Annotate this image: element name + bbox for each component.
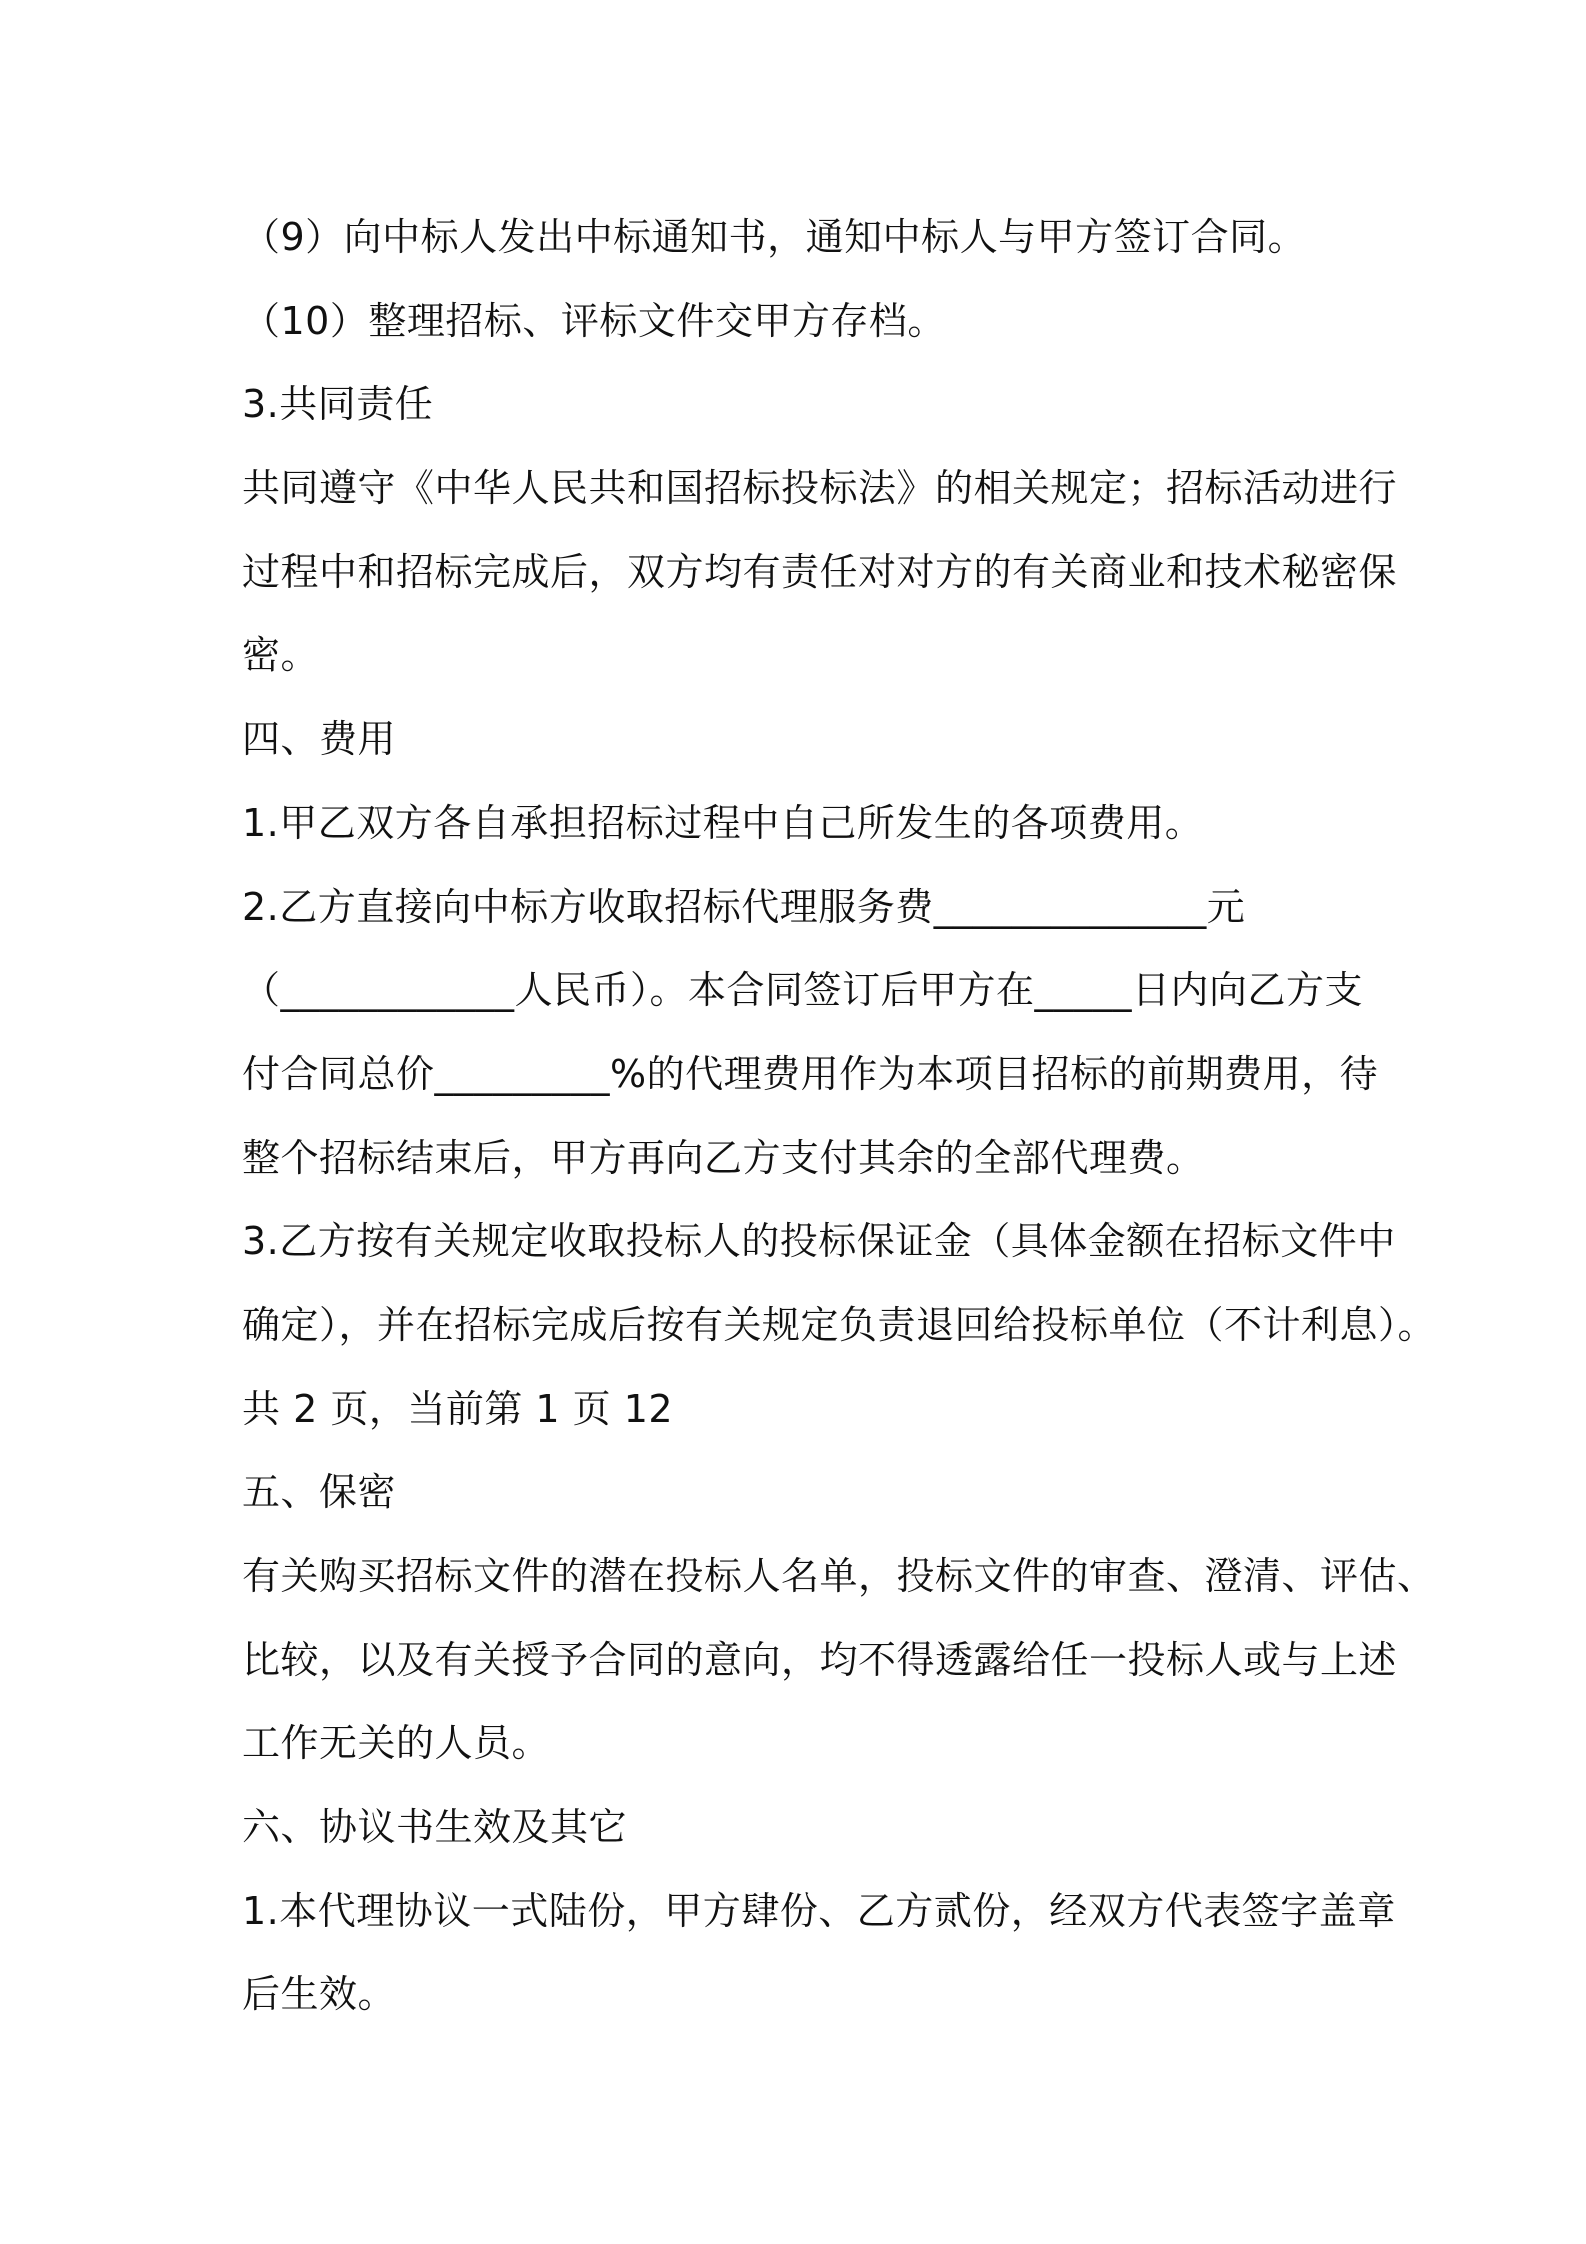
fees-clause-2-line: （____________人民币）。本合同签订后甲方在_____日内向乙方支 — [242, 968, 1364, 1013]
confidentiality-text-line: 比较，以及有关授予合同的意向，均不得透露给任一投标人或与上述 — [242, 1637, 1398, 1682]
fees-clause-1-line: 1.甲乙双方各自承担招标过程中自己所发生的各项费用。 — [242, 800, 1204, 845]
clause-10-line: （10）整理招标、评标文件交甲方存档。 — [242, 298, 946, 343]
fees-clause-2-line: 整个招标结束后，甲方再向乙方支付其余的全部代理费。 — [242, 1135, 1205, 1180]
page-indicator: 共 2 页，当前第 1 页 12 — [242, 1386, 674, 1431]
confidentiality-text-line: 有关购买招标文件的潜在投标人名单，投标文件的审查、澄清、评估、 — [242, 1554, 1436, 1598]
joint-responsibility-text-line: 共同遵守《中华人民共和国招标投标法》的相关规定；招标活动进行 — [242, 466, 1398, 511]
fees-clause-3-line: 确定），并在招标完成后按有关规定负责退回给投标单位（不计利息）。 — [242, 1302, 1437, 1347]
joint-responsibility-text-line: 密。 — [242, 633, 320, 678]
confidentiality-text-line: 工作无关的人员。 — [242, 1721, 551, 1766]
fees-clause-3-line: 3.乙方按有关规定收取投标人的投标保证金（具体金额在招标文件中 — [242, 1219, 1396, 1264]
document-page — [242, 196, 1437, 2037]
section-confidentiality-heading: 五、保密 — [242, 1470, 397, 1515]
section-fees-heading: 四、费用 — [242, 717, 397, 762]
joint-responsibility-text-line: 过程中和招标完成后，双方均有责任对对方的有关商业和技术秘密保 — [242, 549, 1398, 594]
effect-clause-1-line: 后生效。 — [242, 1972, 397, 2017]
section-effect-heading: 六、协议书生效及其它 — [242, 1805, 628, 1850]
clause-9-line: （9）向中标人发出中标通知书，通知中标人与甲方签订合同。 — [242, 215, 1307, 259]
fees-clause-2-line: 付合同总价_________%的代理费用作为本项目招标的前期费用，待 — [242, 1051, 1379, 1096]
joint-responsibility-heading: 3.共同责任 — [242, 382, 434, 427]
effect-clause-1-line: 1.本代理协议一式陆份，甲方肆份、乙方贰份，经双方代表签字盖章 — [242, 1888, 1396, 1933]
fees-clause-2-line: 2.乙方直接向中标方收取招标代理服务费______________元 — [242, 884, 1246, 929]
